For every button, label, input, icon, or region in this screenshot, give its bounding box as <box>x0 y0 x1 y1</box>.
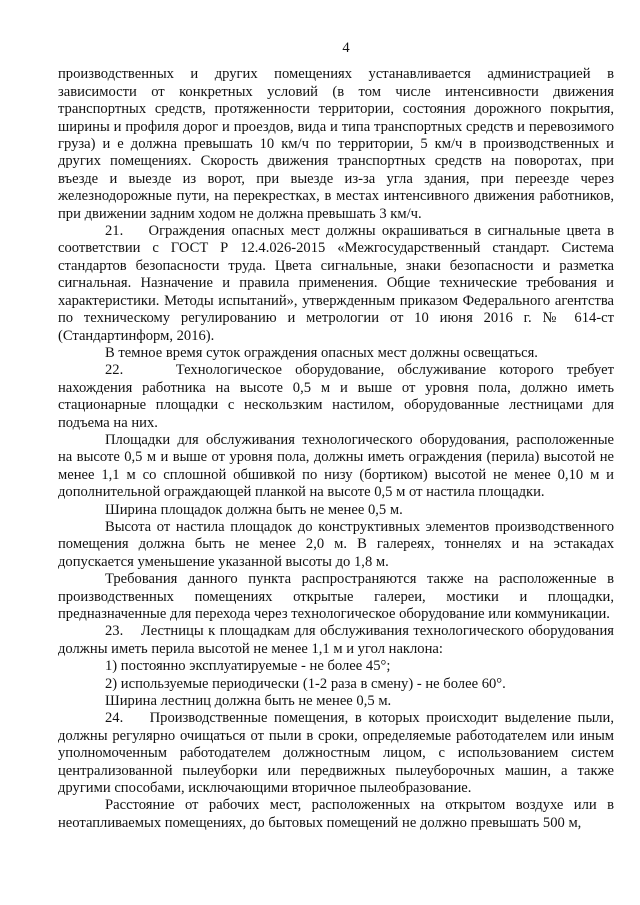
paragraph-item-22: 22. Технологическое оборудование, обслуживание которого требует нахождения работника на высоте 0,5 м и выше от уровня пола, должно иметь стационарные площадки с нескользким настилом, оборудованные лестницами для подъема на них. <box>58 362 614 431</box>
paragraph-continuation: производственных и других помещениях устанавливается администрацией в зависимости от конкретных условий (в том числе интенсивности движения транспортных средств, протяженности территории, состояния дорожного покрытия, ширины и профиля дорог и проездов, вида и типа транспортных средств и перевозимого груза) и е должна превышать 10 км/ч по территории, 5 км/ч в производственных и других помещениях. Скорость движения транспортных средств на поворотах, при въезде и выезде из ворот, при выезде из-за угла здания, при переезде через железнодорожные пути, на перекрестках, в местах интенсивного движения работников, при движении задним ходом не должна превышать 3 км/ч. <box>58 66 614 222</box>
paragraph-item-22-platforms: Площадки для обслуживания технологического оборудования, расположенные на высоте 0,5 м и выше от уровня пола, должны иметь ограждения (перила) высотой не менее 1,1 м со сплошной обшивкой по низу (бортиком) высотой не менее 0,10 м и дополнительной ограждающей планкой на высоте 0,5 м от настила площадки. <box>58 431 614 501</box>
paragraph-item-22-width: Ширина площадок должна быть не менее 0,5 м. <box>105 501 403 518</box>
paragraph-item-22-height: Высота от настила площадок до конструктивных элементов производственного помещения должна быть не менее 2,0 м. В галереях, тоннелях и на эстакадах допускается уменьшение указанной высоты до 1,8 м. <box>58 518 614 570</box>
paragraph-item-24: 24. Производственные помещения, в которых происходит выделение пыли, должны регулярно очищаться от пыли в сроки, определяемые работодателем или иным уполномоченным работодателем должностным лицом, с использованием систем централизованной пылеуборки или передвижных пылеуборочных машин, а также другими способами, исключающими вторичное пылеобразование. <box>58 710 614 797</box>
list-item-23-2: 2) используемые периодически (1-2 раза в смену) - не более 60°. <box>105 675 506 692</box>
paragraph-item-23-width: Ширина лестниц должна быть не менее 0,5 м. <box>105 693 392 710</box>
paragraph-item-23: 23. Лестницы к площадкам для обслуживания технологического оборудования должны иметь перила высотой не менее 1,1 м и угол наклона: <box>58 623 614 657</box>
paragraph-item-21: 21. Ограждения опасных мест должны окрашиваться в сигнальные цвета в соответствии с ГОСТ Р 12.4.026-2015 «Межгосударственный стандарт. Система стандартов безопасности труда. Цвета сигнальные, знаки безопасности и разметка сигнальная. Назначение и правила применения. Общие технические требования и характеристики. Методы испытаний», утвержденным приказом Федерального агентства по техническому регулированию и метрологии от 10 июня 2016 г. № 614-ст (Стандартинформ, 2016). <box>58 223 614 344</box>
paragraph-item-21-lighting: В темное время суток ограждения опасных мест должны освещаться. <box>105 344 538 361</box>
page-number: 4 <box>342 40 350 56</box>
paragraph-item-22-scope: Требования данного пункта распространяются также на расположенные в производственных помещениях открытые галереи, мостики и площадки, предназначенные для перехода через технологическое оборудование или коммуникации. <box>58 571 614 622</box>
list-item-23-1: 1) постоянно эксплуатируемые - не более 45°; <box>105 658 391 675</box>
paragraph-item-24-distance: Расстояние от рабочих мест, расположенных на открытом воздухе или в неотапливаемых помещениях, до бытовых помещений не должно превышать 500 м, <box>58 797 614 831</box>
